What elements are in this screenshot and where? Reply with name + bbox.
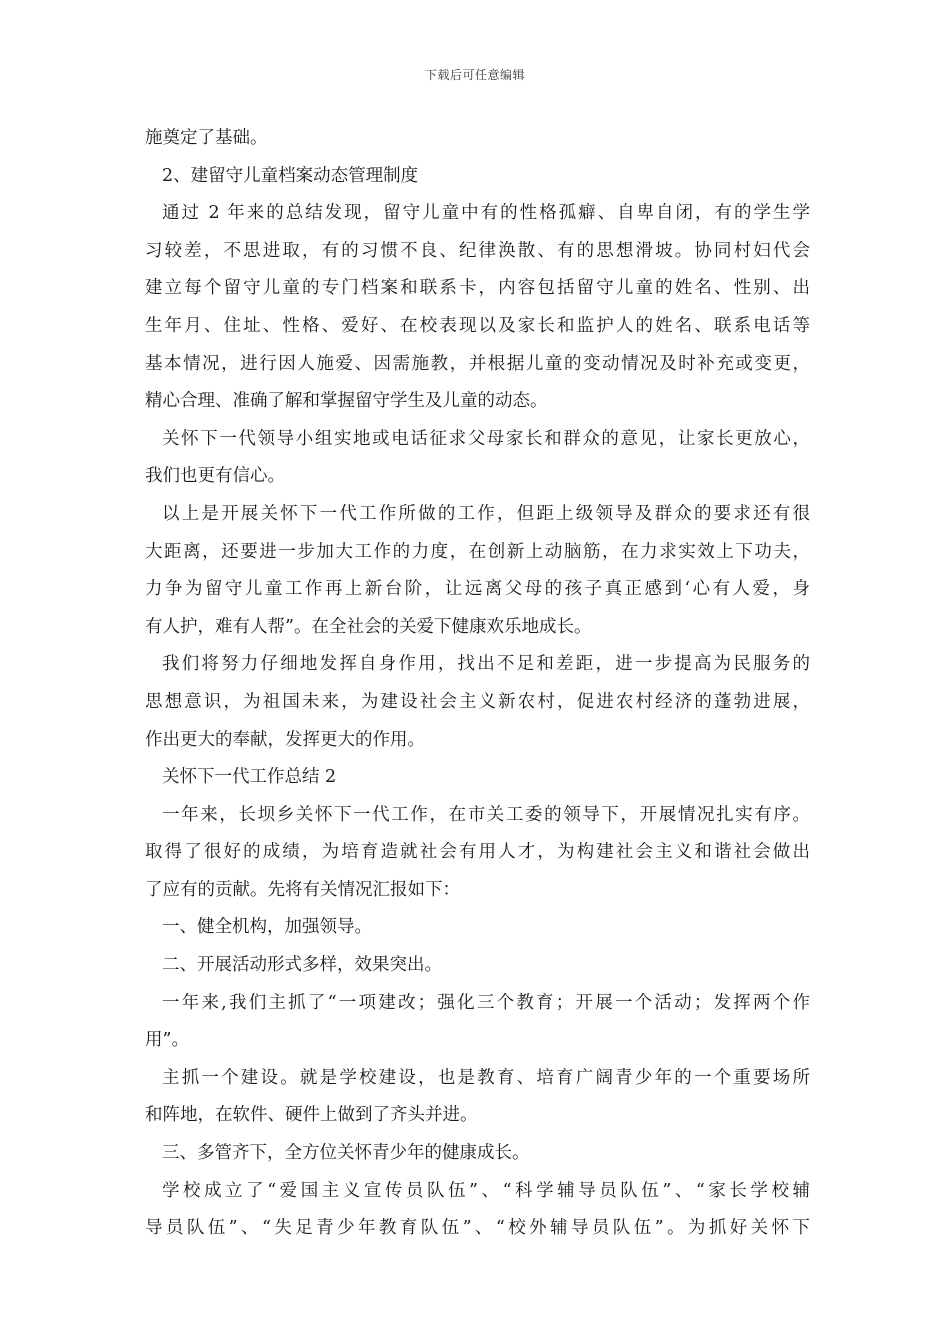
text-line: 以上是开展关怀下一代工作所做的工作，但距上级领导及群众的要求还有很 [162, 503, 810, 524]
text-line: 学校成立了“爱国主义宣传员队伍”、“科学辅导员队伍”、“家长学校辅 [162, 1180, 810, 1201]
text-line: 生年月、住址、性格、爱好、在校表现以及家长和监护人的姓名、联系电话等 [145, 315, 810, 336]
text-line: 我们将努力仔细地发挥自身作用，找出不足和差距，进一步提高为民服务的 [162, 654, 810, 675]
text-line: 习较差，不思进取，有的习惯不良、纪律涣散、有的思想滑坡。协同村妇代会 [145, 240, 810, 261]
text-line: 三、多管齐下，全方位关怀青少年的健康成长。 [162, 1143, 530, 1164]
document-body [145, 120, 810, 1248]
text-line: 大距离，还要进一步加大工作的力度，在创新上动脑筋，在力求实效上下功夫， [145, 541, 810, 562]
text-line: 我们也更有信心。 [145, 466, 285, 487]
text-line: 一年来,我们主抓了“一项建改；强化三个教育；开展一个活动；发挥两个作 [162, 992, 810, 1013]
text-line: 基本情况，进行因人施爱、因需施教，并根据儿童的变动情况及时补充或变更， [145, 353, 810, 374]
text-line: 思想意识，为祖国未来，为建设社会主义新农村，促进农村经济的蓬勃进展， [145, 691, 810, 712]
text-line: 2、建留守儿童档案动态管理制度 [162, 165, 419, 186]
text-line: 一、健全机构，加强领导。 [162, 917, 372, 938]
text-line: 关怀下一代领导小组实地或电话征求父母家长和群众的意见，让家长更放心， [162, 428, 810, 449]
text-line: 一年来，长坝乡关怀下一代工作，在市关工委的领导下，开展情况扎实有序。 [162, 804, 810, 825]
text-line: 力争为留守儿童工作再上新台阶，让远离父母的孩子真正感到‘心有人爱，身 [145, 579, 810, 600]
text-line: 用”。 [145, 1030, 189, 1051]
text-line: 建立每个留守儿童的专门档案和联系卡，内容包括留守儿童的姓名、性别、出 [145, 278, 810, 299]
text-line: 了应有的贡献。先将有关情况汇报如下： [145, 879, 460, 900]
text-line: 和阵地，在软件、硬件上做到了齐头并进。 [145, 1105, 478, 1126]
page-header: 下载后可任意编辑 [424, 68, 525, 82]
text-line: 有人护，难有人帮”。在全社会的关爱下健康欢乐地成长。 [145, 616, 592, 637]
text-line: 通过 2 年来的总结发现，留守儿童中有的性格孤癖、自卑自闭，有的学生学 [162, 203, 810, 224]
text-line: 精心合理、准确了解和掌握留守学生及儿童的动态。 [145, 391, 548, 412]
text-line: 取得了很好的成绩，为培育造就社会有用人才，为构建社会主义和谐社会做出 [145, 842, 810, 863]
text-line: 导员队伍”、“失足青少年教育队伍”、“校外辅导员队伍”。为抓好关怀下 [145, 1218, 810, 1239]
text-line: 作出更大的奉献，发挥更大的作用。 [145, 729, 425, 750]
text-line: 主抓一个建设。就是学校建设，也是教育、培育广阔青少年的一个重要场所 [162, 1067, 810, 1088]
text-line: 关怀下一代工作总结 2 [162, 767, 337, 788]
text-line: 施奠定了基础。 [145, 128, 268, 148]
text-line: 二、开展活动形式多样，效果突出。 [162, 955, 442, 976]
